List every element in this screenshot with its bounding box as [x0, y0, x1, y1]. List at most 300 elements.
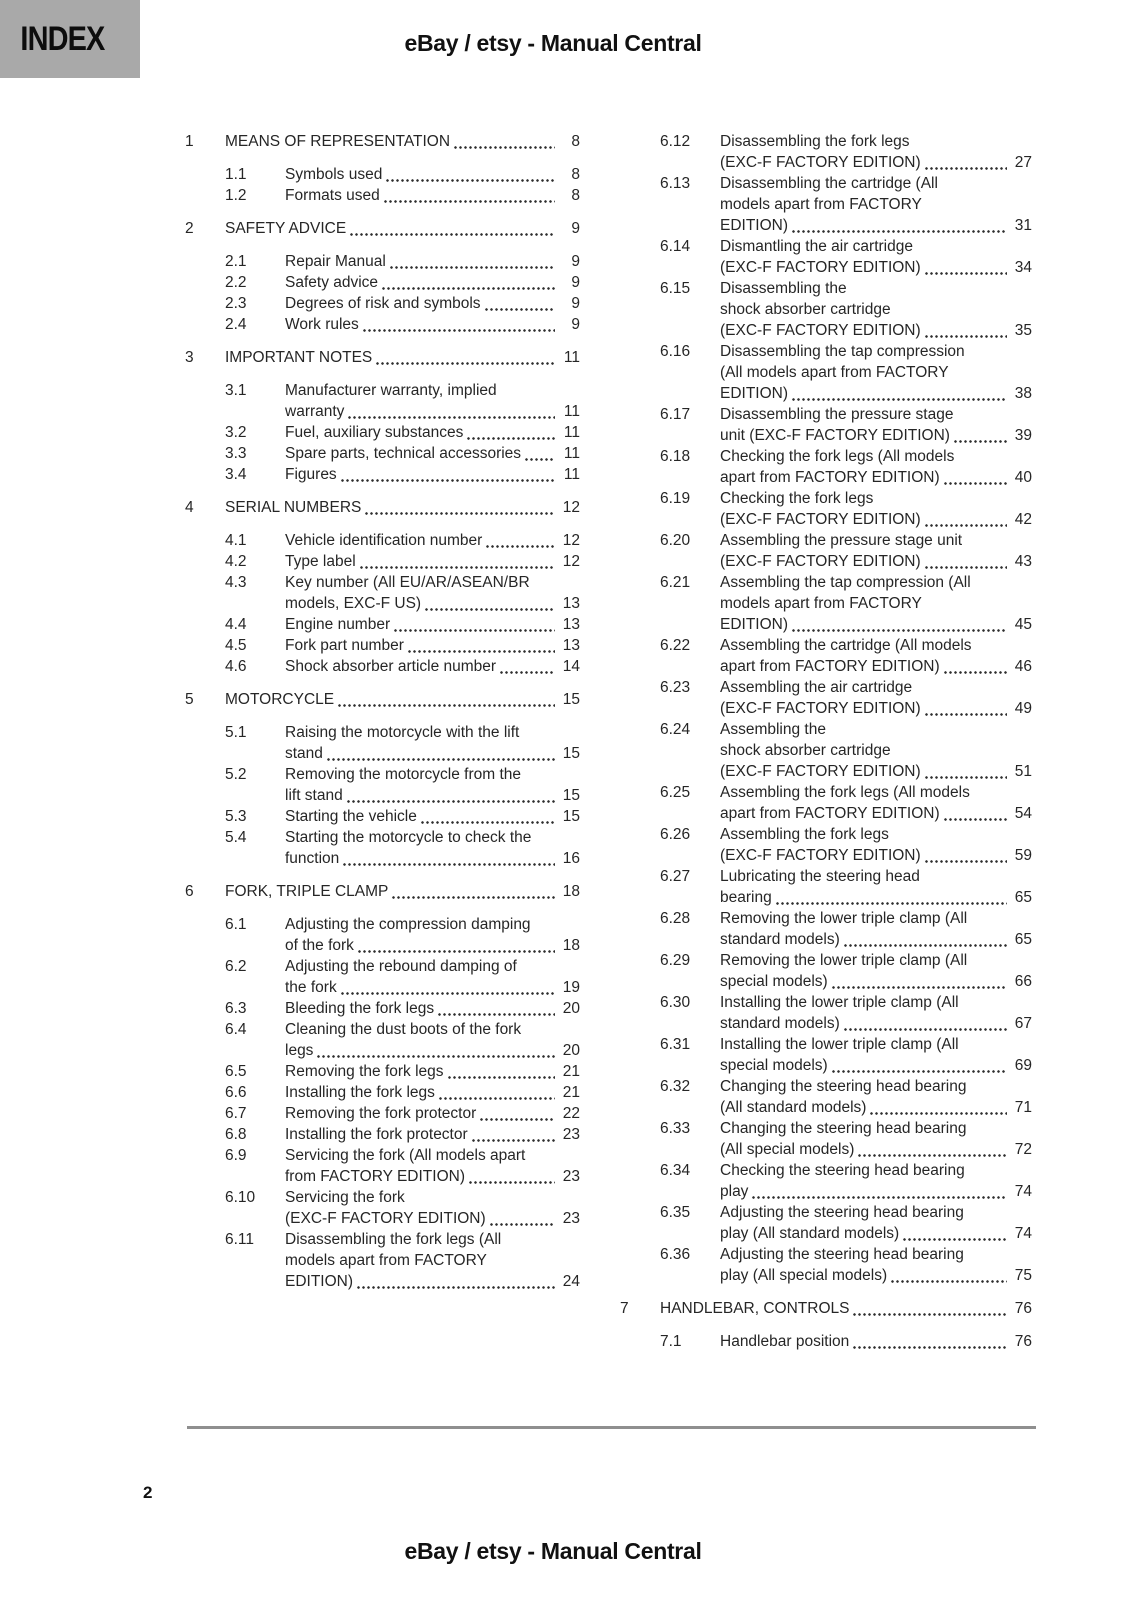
- toc-entry-title-line: (EXC-F FACTORY EDITION): [720, 763, 921, 780]
- toc-entry-number: 4.6: [225, 658, 247, 675]
- toc-entry-page: 21: [562, 1063, 580, 1080]
- toc-entry-number: 6.6: [225, 1084, 247, 1101]
- toc-entry-title-line: Checking the steering head bearing: [720, 1162, 965, 1179]
- toc-entry-page: 21: [562, 1084, 580, 1101]
- toc-entry-page: 12: [562, 499, 580, 516]
- toc-entry: [660, 341, 1032, 404]
- dotted-leader: [924, 845, 1007, 866]
- toc-entry-title-line: play (All standard models): [720, 1225, 900, 1242]
- toc-entry-page: 39: [1014, 427, 1032, 444]
- toc-entry-title-line: special models): [720, 1057, 828, 1074]
- toc-entry-number: 5.1: [225, 724, 247, 741]
- toc-entry: [225, 722, 580, 764]
- toc-entry-title-line: shock absorber cartridge: [720, 742, 891, 759]
- dotted-leader: [356, 1271, 555, 1292]
- toc-entry: [660, 530, 1032, 572]
- toc-entry-number: 6.12: [660, 133, 691, 150]
- toc-entry-title-line: Type label: [285, 553, 356, 570]
- dotted-leader: [924, 551, 1007, 572]
- toc-entry-number: 6.7: [225, 1105, 247, 1122]
- toc-entry-title-line: SAFETY ADVICE: [225, 220, 347, 237]
- toc-entry: [660, 635, 1032, 677]
- toc-entry-page: 76: [1014, 1333, 1032, 1350]
- toc-entry-number: 6.32: [660, 1078, 691, 1095]
- dotted-leader: [326, 743, 555, 764]
- dotted-leader: [831, 971, 1007, 992]
- toc-entry: [660, 992, 1032, 1034]
- toc-entry: [225, 656, 580, 677]
- toc-entry-number: 6.35: [660, 1204, 691, 1221]
- toc-entry: [225, 380, 580, 422]
- dotted-leader: [364, 497, 555, 518]
- toc-entry-title-line: Repair Manual: [285, 253, 386, 270]
- footer-title: eBay / etsy - Manual Central: [404, 1538, 702, 1564]
- toc-entry-page: 20: [562, 1042, 580, 1059]
- toc-entry-page: 20: [562, 1000, 580, 1017]
- toc-entry-title-line: Assembling the tap compression (All: [720, 574, 971, 591]
- toc-entry-page: 8: [571, 133, 580, 150]
- toc-entry-number: 6.3: [225, 1000, 247, 1017]
- toc-entry-number: 6.4: [225, 1021, 247, 1038]
- toc-entry-page: 54: [1014, 805, 1032, 822]
- dotted-leader: [924, 320, 1007, 341]
- toc-entry-title-line: MOTORCYCLE: [225, 691, 335, 708]
- toc-entry-title-line: (EXC-F FACTORY EDITION): [720, 847, 921, 864]
- toc-entry-title-line: play (All special models): [720, 1267, 888, 1284]
- toc-entry-number: 1.1: [225, 166, 247, 183]
- toc-entry-title-line: Handlebar position: [720, 1333, 850, 1350]
- toc-entry: [225, 293, 580, 314]
- toc-entry-number: 6.27: [660, 868, 691, 885]
- dotted-leader: [943, 803, 1007, 824]
- toc-entry-title-line: Safety advice: [285, 274, 379, 291]
- toc-entry-page: 19: [562, 979, 580, 996]
- toc-entry-number: 7.1: [660, 1333, 682, 1350]
- toc-entry-number: 6.17: [660, 406, 691, 423]
- toc-entry-title-line: (EXC-F FACTORY EDITION): [720, 154, 921, 171]
- toc-entry: [225, 314, 580, 335]
- toc-entry-title-line: Lubricating the steering head: [720, 868, 920, 885]
- dotted-leader: [471, 1124, 555, 1145]
- toc-entry-page: 24: [562, 1273, 580, 1290]
- dotted-leader: [375, 347, 555, 368]
- toc-entry-title-line: models apart from FACTORY: [720, 196, 922, 213]
- toc-entry-page: 9: [571, 316, 580, 333]
- dotted-leader: [437, 998, 555, 1019]
- toc-entry: [225, 185, 580, 206]
- toc-entry-title-line: warranty: [285, 403, 345, 420]
- toc-entry: [660, 782, 1032, 824]
- toc-entry-title-line: FORK, TRIPLE CLAMP: [225, 883, 389, 900]
- dotted-leader: [359, 551, 555, 572]
- toc-entry-number: 6.31: [660, 1036, 691, 1053]
- dotted-leader: [499, 656, 555, 677]
- toc-entry-number: 3.1: [225, 382, 247, 399]
- toc-entry-number: 6.29: [660, 952, 691, 969]
- toc-entry-number: 6.15: [660, 280, 691, 297]
- toc-entry-title-line: EDITION): [285, 1273, 354, 1290]
- toc-entry-number: 6.36: [660, 1246, 691, 1263]
- toc-entry-title-line: Spare parts, technical accessories: [285, 445, 522, 462]
- dotted-leader: [852, 1298, 1007, 1319]
- toc-entry: [225, 1145, 580, 1187]
- toc-entry-page: 8: [571, 166, 580, 183]
- toc-entry-title-line: Disassembling the cartridge (All: [720, 175, 938, 192]
- toc-entry-number: 3.4: [225, 466, 247, 483]
- dotted-leader: [843, 1013, 1007, 1034]
- toc-entry-page: 49: [1014, 700, 1032, 717]
- toc-entry-title-line: from FACTORY EDITION): [285, 1168, 465, 1185]
- toc-entry-title-line: Disassembling the tap compression: [720, 343, 965, 360]
- toc-entry: [660, 677, 1032, 719]
- toc-entry: [660, 488, 1032, 530]
- toc-entry-number: 4.3: [225, 574, 247, 591]
- dotted-leader: [489, 1208, 555, 1229]
- toc-entry-title-line: MEANS OF REPRESENTATION: [225, 133, 451, 150]
- toc-entry-page: 23: [562, 1168, 580, 1185]
- toc-entry-number: 3: [185, 349, 194, 366]
- toc-entry-title-line: Figures: [285, 466, 337, 483]
- toc-entry-page: 18: [562, 883, 580, 900]
- toc-entry-title-line: Assembling the air cartridge: [720, 679, 913, 696]
- toc-entry: [660, 1118, 1032, 1160]
- toc-entry-title-line: bearing: [720, 889, 772, 906]
- toc-entry-title-line: Changing the steering head bearing: [720, 1078, 967, 1095]
- toc-entry: [660, 1034, 1032, 1076]
- toc-entry-title-line: shock absorber cartridge: [720, 301, 891, 318]
- dotted-leader: [852, 1331, 1007, 1352]
- dotted-leader: [391, 881, 555, 902]
- toc-entry-number: 6.34: [660, 1162, 691, 1179]
- toc-entry-number: 5.4: [225, 829, 247, 846]
- toc-entry-page: 23: [562, 1210, 580, 1227]
- toc-entry-number: 2.4: [225, 316, 247, 333]
- toc-entry-title-line: stand: [285, 745, 323, 762]
- toc-entry-title-line: Disassembling the fork legs: [720, 133, 910, 150]
- toc-entry-title-line: Fuel, auxiliary substances: [285, 424, 464, 441]
- toc-entry-page: 66: [1014, 973, 1032, 990]
- toc-entry-title-line: Removing the fork legs: [285, 1063, 444, 1080]
- toc-entry: [660, 866, 1032, 908]
- toc-entry-page: 59: [1014, 847, 1032, 864]
- dotted-leader: [902, 1223, 1007, 1244]
- toc-entry-number: 6.13: [660, 175, 691, 192]
- dotted-leader: [857, 1139, 1007, 1160]
- toc-entry-title-line: Formats used: [285, 187, 380, 204]
- toc-right-column: [620, 131, 1032, 1352]
- toc-entry-page: 9: [571, 220, 580, 237]
- toc-entry-page: 42: [1014, 511, 1032, 528]
- toc-entry-title-line: legs: [285, 1042, 314, 1059]
- toc-entry-page: 43: [1014, 553, 1032, 570]
- toc-entry-number: 6.14: [660, 238, 691, 255]
- toc-entry-number: 7: [620, 1300, 629, 1317]
- toc-entry-page: 12: [562, 553, 580, 570]
- toc-entry-title-line: standard models): [720, 1015, 840, 1032]
- toc-entry: [225, 572, 580, 614]
- toc-entry-number: 6.22: [660, 637, 691, 654]
- toc-entry-number: 6.30: [660, 994, 691, 1011]
- dotted-leader: [484, 293, 555, 314]
- toc-entry-page: 40: [1014, 469, 1032, 486]
- toc-entry-title-line: function: [285, 850, 340, 867]
- toc-entry-title-line: Cleaning the dust boots of the fork: [285, 1021, 522, 1038]
- toc-entry-page: 74: [1014, 1183, 1032, 1200]
- toc-entry: [225, 1019, 580, 1061]
- toc-entry-number: 6.2: [225, 958, 247, 975]
- dotted-leader: [479, 1103, 555, 1124]
- toc-entry: [225, 251, 580, 272]
- toc-entry-page: 11: [563, 466, 580, 483]
- toc-entry-title-line: Installing the lower triple clamp (All: [720, 994, 959, 1011]
- toc-entry: [225, 764, 580, 806]
- toc-entry: [660, 131, 1032, 173]
- toc-entry-title-line: Bleeding the fork legs: [285, 1000, 435, 1017]
- toc-entry-number: 6.20: [660, 532, 691, 549]
- toc-entry-number: 6.21: [660, 574, 691, 591]
- toc-entry: [225, 443, 580, 464]
- toc-entry-number: 1.2: [225, 187, 247, 204]
- toc-entry-number: 4: [185, 499, 194, 516]
- toc-entry-title-line: models apart from FACTORY: [720, 595, 922, 612]
- toc-entry-number: 2.2: [225, 274, 247, 291]
- toc-entry: [660, 1202, 1032, 1244]
- dotted-leader: [453, 131, 555, 152]
- toc-entry-page: 13: [562, 637, 580, 654]
- dotted-leader: [407, 635, 555, 656]
- toc-entry: [225, 164, 580, 185]
- toc-entry-title-line: Disassembling the fork legs (All: [285, 1231, 502, 1248]
- toc-entry-page: 71: [1014, 1099, 1032, 1116]
- dotted-leader: [890, 1265, 1007, 1286]
- toc-entry: [225, 551, 580, 572]
- toc-entry-title-line: Assembling the fork legs: [720, 826, 889, 843]
- toc-entry-title-line: SERIAL NUMBERS: [225, 499, 362, 516]
- dotted-leader: [775, 887, 1007, 908]
- toc-entry: [225, 635, 580, 656]
- toc-entry-number: 4.4: [225, 616, 247, 633]
- toc-entry: [660, 719, 1032, 782]
- toc-entry-title-line: Shock absorber article number: [285, 658, 497, 675]
- toc-entry-title-line: of the fork: [285, 937, 354, 954]
- toc-entry-title-line: the fork: [285, 979, 337, 996]
- toc-entry-page: 74: [1014, 1225, 1032, 1242]
- toc-entry: [225, 914, 580, 956]
- toc-entry: [225, 956, 580, 998]
- toc-entry-page: 69: [1014, 1057, 1032, 1074]
- dotted-leader: [843, 929, 1007, 950]
- toc-entry-title-line: lift stand: [285, 787, 343, 804]
- toc-entry-number: 6.1: [225, 916, 247, 933]
- toc-entry: [225, 614, 580, 635]
- toc-entry-title-line: Checking the fork legs: [720, 490, 874, 507]
- toc-entry-number: 6.16: [660, 343, 691, 360]
- toc-entry-page: 15: [562, 787, 580, 804]
- toc-entry-page: 75: [1014, 1267, 1032, 1284]
- toc-entry-title-line: (EXC-F FACTORY EDITION): [720, 511, 921, 528]
- dotted-leader: [468, 1166, 555, 1187]
- toc-entry-title-line: (All standard models): [720, 1099, 867, 1116]
- toc-entry-number: 6.19: [660, 490, 691, 507]
- toc-entry-title-line: models apart from FACTORY: [285, 1252, 487, 1269]
- toc-entry-title-line: Removing the motorcycle from the: [285, 766, 522, 783]
- toc-entry-title-line: Assembling the fork legs (All models: [720, 784, 970, 801]
- dotted-leader: [943, 467, 1007, 488]
- dotted-leader: [393, 614, 555, 635]
- toc-entry-number: 6.5: [225, 1063, 247, 1080]
- toc-entry-page: 72: [1014, 1141, 1032, 1158]
- dotted-leader: [831, 1055, 1007, 1076]
- dotted-leader: [466, 422, 555, 443]
- dotted-leader: [869, 1097, 1007, 1118]
- toc-entry: [660, 1244, 1032, 1286]
- toc-entry: [660, 1331, 1032, 1352]
- toc-entry-page: 34: [1014, 259, 1032, 276]
- toc-entry-title-line: Work rules: [285, 316, 359, 333]
- toc-entry-title-line: Engine number: [285, 616, 391, 633]
- toc-entry-page: 14: [562, 658, 580, 675]
- dotted-leader: [385, 164, 555, 185]
- toc-entry: [225, 1229, 580, 1292]
- toc-entry-page: 13: [562, 616, 580, 633]
- toc-section: [185, 689, 580, 710]
- toc-entry-page: 51: [1014, 763, 1032, 780]
- toc-left-column: [185, 131, 580, 1292]
- toc-entry-page: 11: [563, 349, 580, 366]
- toc-entry-page: 65: [1014, 889, 1032, 906]
- dotted-leader: [383, 185, 555, 206]
- toc-entry: [225, 1061, 580, 1082]
- dotted-leader: [340, 464, 555, 485]
- toc-entry-title-line: Installing the fork legs: [285, 1084, 435, 1101]
- toc-entry-number: 6.24: [660, 721, 691, 738]
- dotted-leader: [943, 656, 1007, 677]
- dotted-leader: [524, 443, 555, 464]
- toc-entry: [225, 464, 580, 485]
- toc-entry-title-line: Vehicle identification number: [285, 532, 483, 549]
- toc-entry-number: 6.10: [225, 1189, 256, 1206]
- toc-entry-number: 6: [185, 883, 194, 900]
- toc-entry-title-line: Raising the motorcycle with the lift: [285, 724, 520, 741]
- toc-entry-number: 6.26: [660, 826, 691, 843]
- dotted-leader: [357, 935, 555, 956]
- toc-entry-page: 9: [571, 274, 580, 291]
- toc-section: [620, 1298, 1032, 1319]
- toc-entry-number: 5: [185, 691, 194, 708]
- toc-entry-title-line: apart from FACTORY EDITION): [720, 805, 940, 822]
- toc-entry: [660, 908, 1032, 950]
- toc-entry-page: 11: [563, 403, 580, 420]
- toc-entry-title-line: special models): [720, 973, 828, 990]
- dotted-leader: [485, 530, 555, 551]
- toc-entry: [225, 530, 580, 551]
- toc-entry-title-line: Dismantling the air cartridge: [720, 238, 913, 255]
- toc-entry-number: 6.8: [225, 1126, 247, 1143]
- dotted-leader: [924, 257, 1007, 278]
- dotted-leader: [953, 425, 1007, 446]
- index-label: INDEX: [20, 19, 105, 58]
- toc-entry-title-line: (EXC-F FACTORY EDITION): [285, 1210, 486, 1227]
- toc-entry-page: 31: [1014, 217, 1032, 234]
- toc-entry-page: 22: [562, 1105, 580, 1122]
- toc-entry-title-line: Removing the lower triple clamp (All: [720, 952, 968, 969]
- toc-entry-title-line: Fork part number: [285, 637, 404, 654]
- dotted-leader: [362, 314, 555, 335]
- toc-entry-title-line: Servicing the fork (All models apart: [285, 1147, 526, 1164]
- dotted-leader: [791, 614, 1007, 635]
- toc-entry-title-line: Removing the fork protector: [285, 1105, 477, 1122]
- toc-entry-page: 76: [1014, 1300, 1032, 1317]
- dotted-leader: [340, 977, 555, 998]
- toc-entry-title-line: Installing the lower triple clamp (All: [720, 1036, 959, 1053]
- toc-entry-title-line: (All models apart from FACTORY: [720, 364, 949, 381]
- toc-entry-number: 4.1: [225, 532, 247, 549]
- toc-entry-number: 3.2: [225, 424, 247, 441]
- toc-entry-title-line: (All special models): [720, 1141, 855, 1158]
- dotted-leader: [349, 218, 555, 239]
- dotted-leader: [924, 698, 1007, 719]
- toc-entry-number: 6.23: [660, 679, 691, 696]
- toc-entry: [225, 806, 580, 827]
- dotted-leader: [420, 806, 555, 827]
- toc-entry: [660, 1076, 1032, 1118]
- dotted-leader: [751, 1181, 1007, 1202]
- toc-entry-title-line: Starting the vehicle: [285, 808, 417, 825]
- toc-entry: [225, 422, 580, 443]
- toc-entry-page: 27: [1014, 154, 1032, 171]
- toc-entry-title-line: Degrees of risk and symbols: [285, 295, 481, 312]
- toc-entry-number: 6.11: [225, 1231, 255, 1248]
- toc-entry-page: 45: [1014, 616, 1032, 633]
- toc-entry-page: 18: [562, 937, 580, 954]
- header-title: eBay / etsy - Manual Central: [404, 30, 702, 56]
- toc-entry-title-line: EDITION): [720, 385, 789, 402]
- toc-entry-title-line: Symbols used: [285, 166, 383, 183]
- toc-entry-title-line: Installing the fork protector: [285, 1126, 468, 1143]
- toc-entry-title-line: Disassembling the: [720, 280, 847, 297]
- toc-section: [185, 497, 580, 518]
- toc-entry-title-line: Key number (All EU/AR/ASEAN/BR: [285, 574, 530, 591]
- toc-entry-title-line: Servicing the fork: [285, 1189, 405, 1206]
- toc-entry-number: 6.28: [660, 910, 691, 927]
- toc-entry-number: 6.9: [225, 1147, 247, 1164]
- toc-entry: [660, 572, 1032, 635]
- toc-entry-title-line: Starting the motorcycle to check the: [285, 829, 532, 846]
- toc-entry-title-line: Assembling the pressure stage unit: [720, 532, 963, 549]
- dotted-leader: [347, 401, 555, 422]
- toc-entry-page: 35: [1014, 322, 1032, 339]
- toc-entry-page: 9: [571, 295, 580, 312]
- toc-entry-number: 5.3: [225, 808, 247, 825]
- toc-entry-number: 2.1: [225, 253, 247, 270]
- toc-entry-title-line: Removing the lower triple clamp (All: [720, 910, 968, 927]
- toc-entry: [225, 1187, 580, 1229]
- toc-entry-page: 23: [562, 1126, 580, 1143]
- toc-entry: [660, 950, 1032, 992]
- footer-divider: [187, 1426, 1036, 1429]
- toc-entry: [660, 173, 1032, 236]
- toc-entry-title-line: Disassembling the pressure stage: [720, 406, 954, 423]
- toc-entry-page: 67: [1014, 1015, 1032, 1032]
- toc-entry: [225, 1082, 580, 1103]
- toc-entry-number: 5.2: [225, 766, 247, 783]
- toc-entry-title-line: EDITION): [720, 616, 789, 633]
- dotted-leader: [791, 215, 1007, 236]
- toc-entry-title-line: standard models): [720, 931, 840, 948]
- toc-entry-title-line: HANDLEBAR, CONTROLS: [660, 1300, 850, 1317]
- toc-entry-page: 9: [571, 253, 580, 270]
- toc-entry-title-line: Adjusting the steering head bearing: [720, 1246, 964, 1263]
